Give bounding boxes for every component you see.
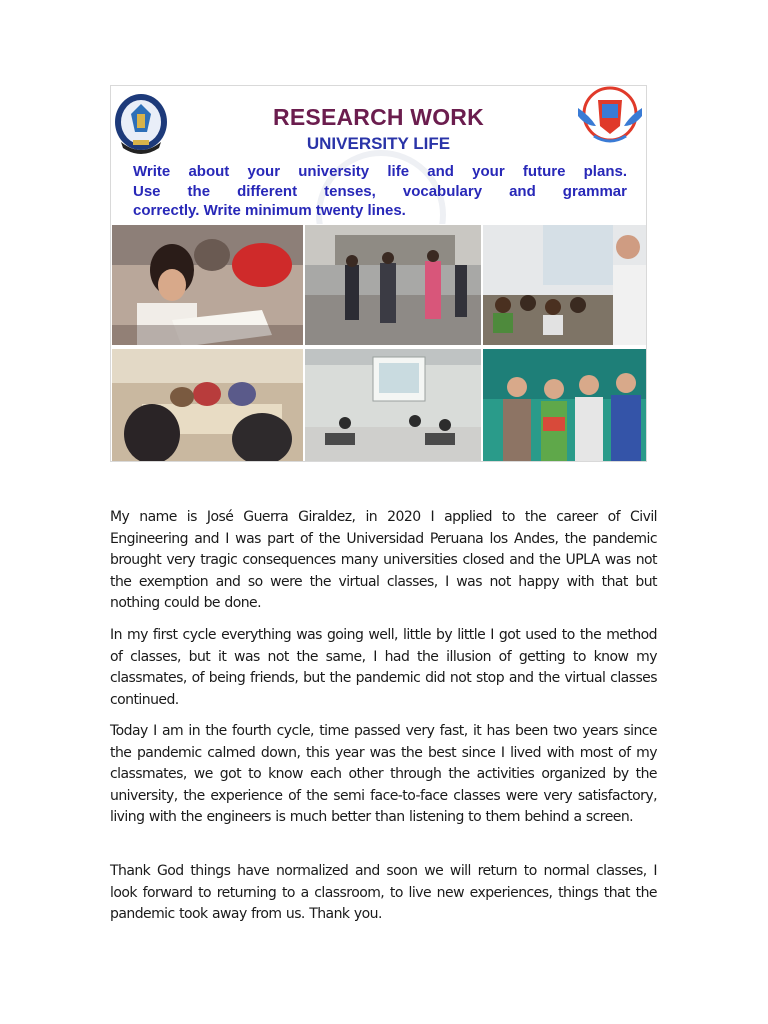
essay-paragraph: My name is José Guerra Giraldez, in 2020 I applied to the career of Civil Engineering and I was part of the Universidad Peruana los Andes, the pandemic brought very tragic consequences many universities closed and the UPLA was not the exemption and so were the virtual classes, I was not happy with that but nothing could be done. [110,509,657,612]
banner-header [111,86,646,224]
students-celebrating-photo [482,348,647,462]
students-walking-campus-photo [304,224,482,346]
essay-paragraph: In my first cycle everything was going well, little by little I got used to the method of classes, but it was not the same, I had the illusion of getting to know my classmates, of being friends, but the pandemic did not stop and the virtual classes continued. [110,627,657,708]
professor-lecturing-classroom-photo [482,224,647,346]
instruction-line: correctly. Write minimum twenty lines. [133,202,406,219]
instruction-line: Write about your university life and your future plans. [133,163,627,180]
banner-instructions [133,162,627,221]
essay-paragraph: Today I am in the fourth cycle, time passed very fast, it has been two years since the pandemic calmed down, this year was the best since I lived with most of my classmates, we got to know each other through the activities organized by the university, the experience of the semi face-to-face classes were very satisfactory, living with the engineers is much better than listening to them behind a screen. [110,723,657,826]
research-work-banner [110,85,647,462]
banner-subtitle: UNIVERSITY LIFE [306,134,451,153]
instruction-line: Use the different tenses, vocabulary and grammar [133,182,627,200]
essay-paragraph: Thank God things have normalized and soon we will return to normal classes, I look forward to returning to a classroom, to live new experiences, things that the pandemic took away from us. Thank you. [110,863,657,923]
banner-title: RESEARCH WORK [273,104,484,130]
students-writing-exam-photo [111,224,304,346]
computer-lab-presentation-photo [304,348,482,462]
students-group-study-photo [111,348,304,462]
